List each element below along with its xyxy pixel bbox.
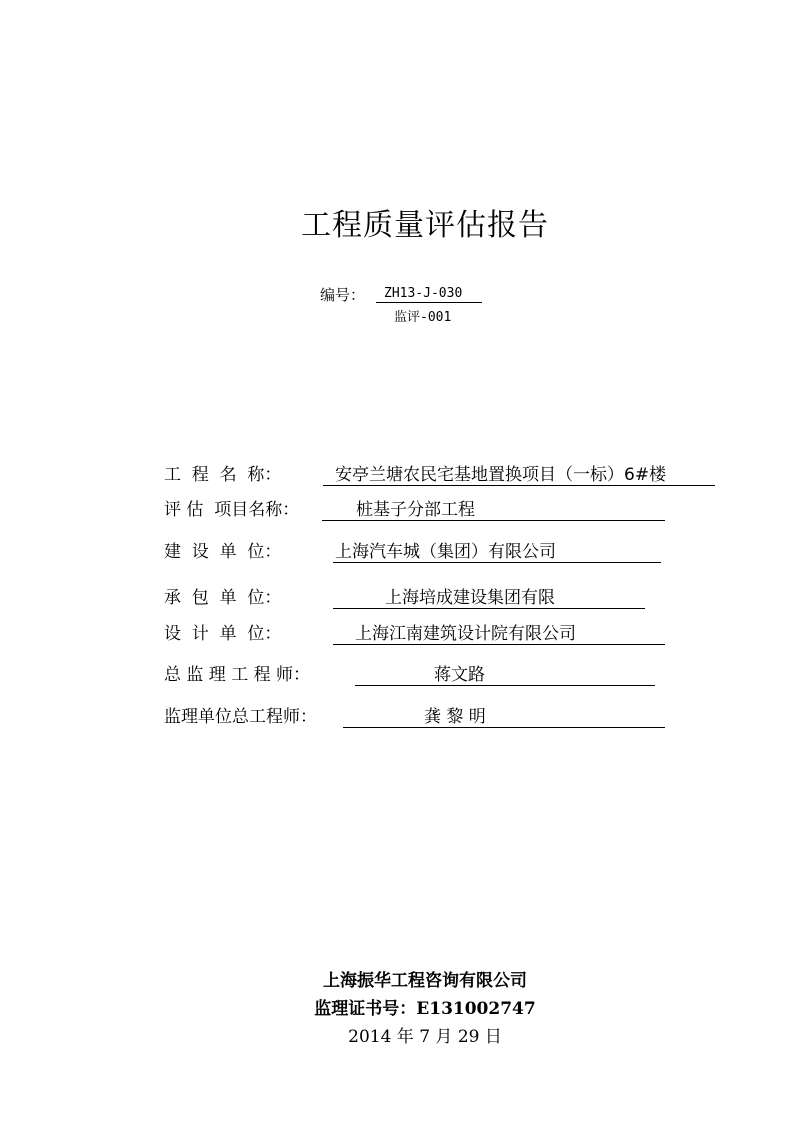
project-name-value: 安亭兰塘农民宅基地置换项目（一标）6#楼: [335, 465, 667, 485]
designer-value: 上海江南建筑设计院有限公司: [355, 624, 576, 644]
chief-engineer-label: 监理单位总工程师：: [164, 707, 317, 727]
chief-supervisor-value: 蒋文路: [434, 665, 485, 685]
builder-value: 上海汽车城（集团）有限公司: [335, 542, 556, 562]
chief-engineer-underline: [343, 706, 665, 728]
doc-number-value: ZH13-J-030: [376, 286, 482, 303]
eval-item-label: 评 估 项目名称：: [164, 500, 300, 520]
eval-item-value: 桩基子分部工程: [356, 500, 475, 520]
footer-company: 上海振华工程咨询有限公司: [323, 971, 527, 991]
document-title: 工程质量评估报告: [301, 208, 549, 243]
contractor-value: 上海培成建设集团有限: [385, 588, 555, 608]
designer-label: 设 计 单 位：: [164, 624, 282, 644]
project-name-label: 工 程 名 称：: [164, 465, 282, 485]
footer-date: 2014 年 7 月 29 日: [348, 1027, 502, 1047]
builder-label: 建 设 单 位：: [164, 542, 282, 562]
chief-supervisor-underline: [355, 664, 655, 686]
footer-certificate: 监理证书号：E131002747: [314, 999, 536, 1019]
contractor-label: 承 包 单 位：: [164, 588, 282, 608]
chief-engineer-value: 龚 黎 明: [424, 707, 486, 727]
doc-number-label: 编号：: [320, 286, 366, 304]
doc-number-sub: 监评-001: [394, 310, 452, 325]
chief-supervisor-label: 总 监 理 工 程 师：: [164, 665, 311, 685]
